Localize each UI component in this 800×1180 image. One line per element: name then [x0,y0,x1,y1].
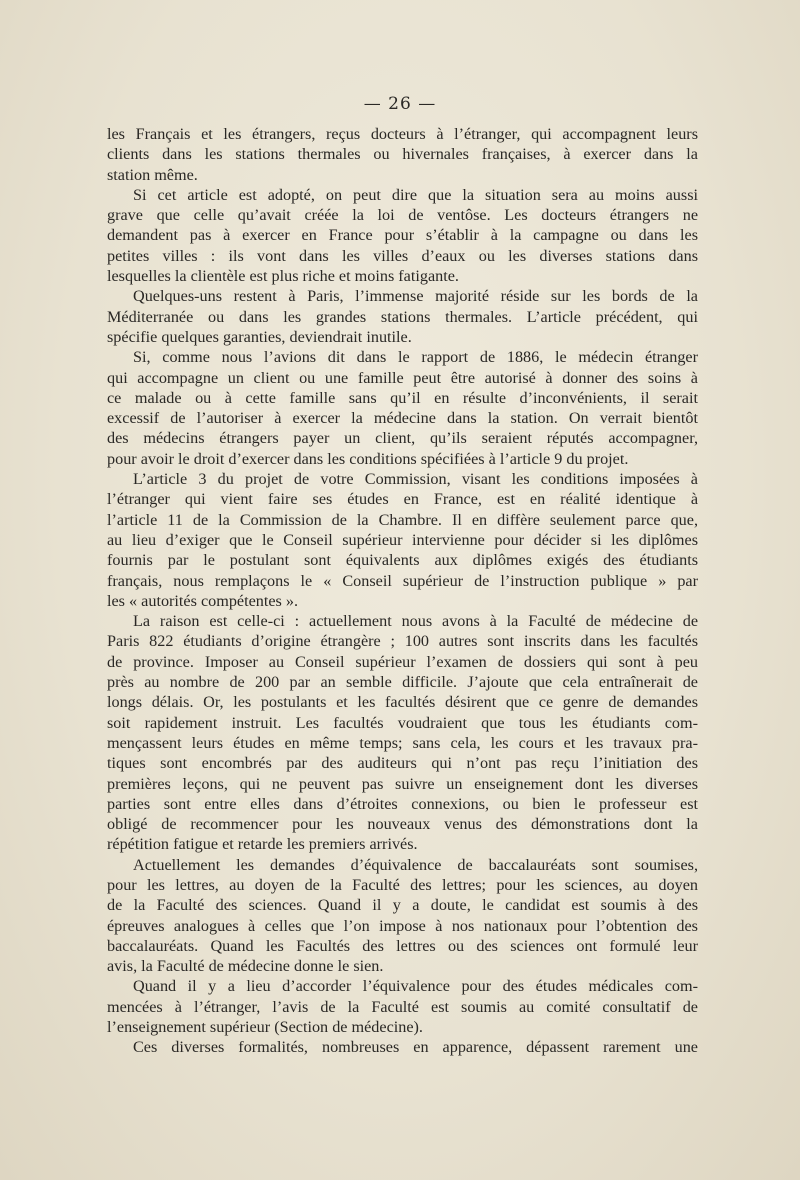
text-line: station même. [107,165,198,184]
paragraph [107,124,698,185]
text-line: premières leçons, qui ne peuvent pas suivre un enseignement dont les diverses [107,774,698,793]
text-line: soit rapidement instruit. Les facultés voudraient que tous les étudiants com- [107,713,698,732]
text-line: lesquelles la clientèle est plus riche et moins fatigante. [107,267,459,286]
text-line: Quand il y a lieu d’accorder l’équivalence pour des études médicales com- [133,977,698,996]
text-line: avis, la Faculté de médecine donne le sien. [107,957,384,976]
text-line: mencées à l’étranger, l’avis de la Faculté est soumis au comité consultatif de [107,997,698,1016]
paragraph [107,976,698,1037]
text-line: baccalauréats. Quand les Facultés des lettres ou des sciences ont formulé leur [107,936,698,955]
text-line: La raison est celle-ci : actuellement nous avons à la Faculté de médecine de [133,612,698,631]
text-line: l’enseignement supérieur (Section de médecine). [107,1018,423,1037]
text-line: demandent pas à exercer en France pour s’établir à la campagne ou dans les [107,226,698,245]
paragraph [107,469,698,611]
text-line: au lieu d’exiger que le Conseil supérieur intervienne pour décider si les diplômes [107,530,698,549]
text-line: grave que celle qu’avait créée la loi de ventôse. Les docteurs étrangers ne [107,206,698,225]
text-line: petites villes : ils vont dans les villes d’eaux ou les diverses stations dans [107,246,698,265]
paragraph [107,286,698,347]
text-line: français, nous remplaçons le « Conseil supérieur de l’instruction publique » par [107,571,698,590]
text-line: spécifie quelques garanties, deviendrait inutile. [107,327,412,346]
text-line: pour avoir le droit d’exercer dans les conditions spécifiées à l’article 9 du projet. [107,449,629,468]
text-line: Si, comme nous l’avions dit dans le rapport de 1886, le médecin étranger [133,348,698,367]
paragraph [107,1037,698,1057]
text-line: clients dans les stations thermales ou hivernales françaises, à exercer dans la [107,145,698,164]
paragraph [107,185,698,286]
text-line: fournis par le postulant sont équivalents aux diplômes exigés des étudiants [107,551,698,570]
text-line: répétition fatigue et retarde les premiers arrivés. [107,835,418,854]
text-line: Paris 822 étudiants d’origine étrangère ; 100 autres sont inscrits dans les facultés [107,632,698,651]
text-line: Si cet article est adopté, on peut dire que la situation sera au moins aussi [133,185,698,204]
text-line: tiques sont encombrés par des auditeurs qui n’ont pas reçu l’initiation des [107,754,698,773]
text-line: l’étranger qui vient faire ses études en France, est en réalité identique à [107,490,698,509]
text-line: pour les lettres, au doyen de la Faculté des lettres; pour les sciences, au doyen [107,875,698,894]
text-line: les « autorités compétentes ». [107,591,299,610]
text-line: de la Faculté des sciences. Quand il y a doute, le candidat est soumis à des [107,896,698,915]
body-text [107,124,698,1058]
text-line: excessif de l’autoriser à exercer la médecine dans la station. On verrait bientôt [107,409,698,428]
text-line: l’article 11 de la Commission de la Chambre. Il en diffère seulement parce que, [107,510,698,529]
text-line: longs délais. Or, les postulants et les facultés désirent que ce genre de demandes [107,693,698,712]
text-line: obligé de recommencer pour les nouveaux venus des démonstrations dont la [107,815,698,834]
paragraph [107,855,698,977]
text-line: ce malade ou à cette famille sans qu’il en résulte d’inconvénients, il serait [107,388,698,407]
paragraph [107,611,698,855]
text-line: Quelques-uns restent à Paris, l’immense majorité réside sur les bords de la [133,287,698,306]
text-line: qui accompagne un client ou une famille peut être autorisé à donner des soins à [107,368,698,387]
text-line: près au nombre de 200 par an semble difficile. J’ajoute que cela entraînerait de [107,673,698,692]
text-line: Ces diverses formalités, nombreuses en apparence, dépassent rarement une [133,1038,698,1057]
paragraph [107,347,698,469]
text-line: parties sont entre elles dans d’étroites connexions, ou bien le professeur est [107,794,698,813]
text-line: de province. Imposer au Conseil supérieur l’examen de dossiers qui sont à peu [107,652,698,671]
text-line: Méditerranée ou dans les grandes stations thermales. L’article précédent, qui [107,307,698,326]
text-line: les Français et les étrangers, reçus docteurs à l’étranger, qui accompagnent leurs [107,125,698,143]
text-line: épreuves analogues à celles que l’on impose à nos nationaux pour l’obtention des [107,916,698,935]
text-line: Actuellement les demandes d’équivalence de baccalauréats sont soumises, [133,855,698,874]
page-number: — 26 — [363,94,437,114]
text-line: L’article 3 du projet de votre Commission, visant les conditions imposées à [133,470,698,489]
text-line: des médecins étrangers payer un client, qu’ils seraient réputés accompagner, [107,429,698,448]
text-line: mençassent leurs études en même temps; sans cela, les cours et les travaux pra- [107,733,698,752]
